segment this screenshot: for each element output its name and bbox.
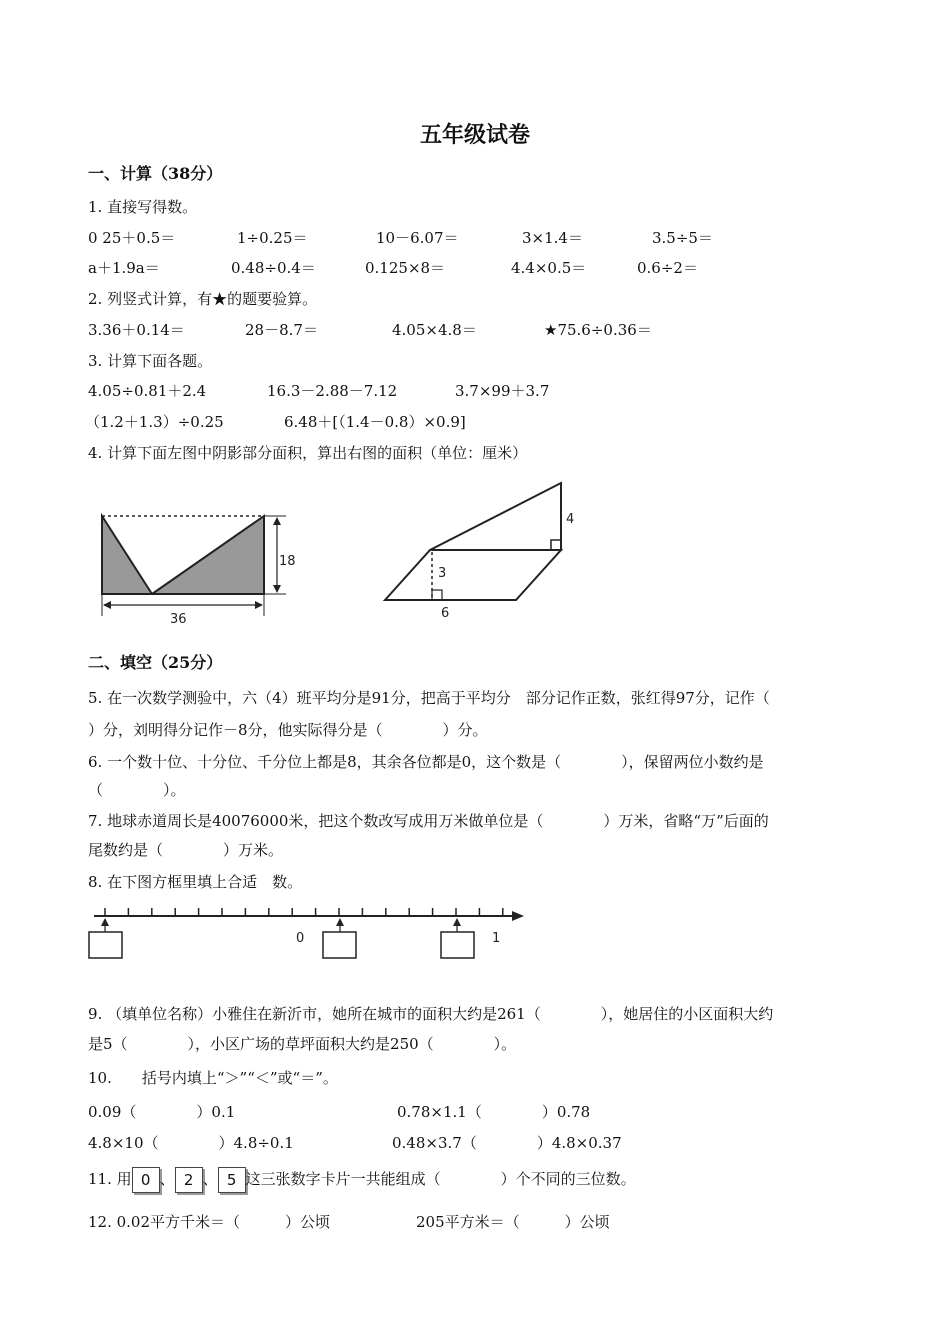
- triangle-part: [430, 483, 561, 550]
- triangle-height-label: 4: [566, 512, 575, 527]
- q5-line1: 5. 在一次数学测验中，六（4）班平均分是91分，把高于平均分 部分记作正数，张红得97分，记作（: [88, 689, 770, 707]
- q1-item: 0.125×8＝: [365, 259, 446, 277]
- section1-heading: 一、计算（38分）: [88, 164, 223, 183]
- q6-line2: （ ）。: [88, 781, 186, 799]
- q1-item: 4.4×0.5＝: [511, 259, 587, 277]
- q10-item: 0.78×1.1（ ）0.78: [397, 1103, 591, 1121]
- q2-prompt: 2. 列竖式计算，有★的题要验算。: [88, 290, 318, 308]
- q10-item: 0.09（ ）0.1: [88, 1103, 236, 1121]
- shaded-region-left: [102, 516, 152, 594]
- q1-prompt: 1. 直接写得数。: [88, 198, 198, 216]
- q8-prompt: 8. 在下图方框里填上合适 数。: [88, 873, 303, 891]
- digit-card: 0: [132, 1167, 160, 1193]
- q3-item: （1.2＋1.3）÷0.25: [85, 413, 224, 431]
- q1-item: a＋1.9a＝: [88, 259, 160, 277]
- q7-line1: 7. 地球赤道周长是40076000米，把这个数改写成用万米做单位是（ ）万米，省略“万”后面的: [88, 812, 769, 830]
- q10-item: 0.48×3.7（ ）4.8×0.37: [392, 1134, 622, 1152]
- section2-heading: 二、填空（25分）: [88, 653, 223, 672]
- q11-line: [88, 1163, 636, 1195]
- q6-line1: 6. 一个数十位、十分位、千分位上都是8，其余各位都是0，这个数是（ ），保留两位小数约是: [88, 753, 764, 771]
- q1-item: 0.48÷0.4＝: [231, 259, 316, 277]
- q4-prompt: 4. 计算下面左图中阴影部分面积，算出右图的面积（单位：厘米）: [88, 444, 528, 462]
- box-pointer: [441, 918, 474, 958]
- q2-item: 28－8.7＝: [245, 321, 318, 339]
- box-pointer: [89, 918, 122, 958]
- q10-item: 4.8×10（ ）4.8÷0.1: [88, 1134, 294, 1152]
- q3-item: 16.3－2.88－7.12: [267, 382, 398, 400]
- q3-item: 3.7×99＋3.7: [455, 382, 550, 400]
- answer-box[interactable]: [89, 932, 122, 958]
- tick-marks: [105, 908, 503, 916]
- q11-prefix: 11. 用: [88, 1170, 132, 1188]
- q2-item: ★75.6÷0.36＝: [544, 321, 652, 339]
- shaded-triangle-figure: [90, 500, 310, 630]
- parallelogram-part: [385, 550, 561, 600]
- number-line: [86, 900, 536, 966]
- label-zero: 0: [296, 931, 305, 946]
- q9-line1: 9. （填单位名称）小雅住在新沂市，她所在城市的面积大约是261（ ），她居住的小区面积大约: [88, 1005, 774, 1023]
- q10-prompt: 10. 括号内填上“＞”“＜”或“＝”。: [88, 1069, 338, 1087]
- digit-card: 5: [218, 1167, 246, 1193]
- answer-box[interactable]: [441, 932, 474, 958]
- arrow-icon: [512, 911, 524, 921]
- q3-item: 4.05÷0.81＋2.4: [88, 382, 207, 400]
- height-label: 18: [279, 554, 296, 569]
- q3-prompt: 3. 计算下面各题。: [88, 352, 213, 370]
- q5-line2: ）分，刘明得分记作－8分，他实际得分是（ ）分。: [88, 721, 488, 739]
- label-one: 1: [492, 931, 501, 946]
- answer-box[interactable]: [323, 932, 356, 958]
- q7-line2: 尾数约是（ ）万米。: [88, 841, 284, 859]
- q11-suffix: 这三张数字卡片一共能组成（ ）个不同的三位数。: [245, 1170, 636, 1188]
- card-separator: 、: [159, 1170, 175, 1188]
- q12-part2: 205平方米＝（ ）公顷: [416, 1213, 610, 1231]
- q1-item: 1÷0.25＝: [237, 229, 308, 247]
- base-label: 36: [170, 612, 187, 627]
- q1-item: 0 25＋0.5＝: [88, 229, 176, 247]
- q2-item: 3.36＋0.14＝: [88, 321, 185, 339]
- q1-item: 3.5÷5＝: [652, 229, 713, 247]
- parallelogram-base-label: 6: [441, 606, 450, 621]
- q9-line2: 是5（ ），小区广场的草坪面积大约是250（ ）。: [88, 1035, 517, 1053]
- q1-item: 0.6÷2＝: [637, 259, 698, 277]
- q3-item: 6.48＋[（1.4－0.8）×0.9]: [284, 413, 466, 431]
- q12-part1: 12. 0.02平方千米＝（ ）公顷: [88, 1213, 331, 1231]
- q1-item: 10－6.07＝: [376, 229, 459, 247]
- card-separator: 、: [202, 1170, 218, 1188]
- shaded-region-right: [152, 516, 264, 594]
- page-title: 五年级试卷: [419, 122, 530, 148]
- digit-card: 2: [175, 1167, 203, 1193]
- box-pointer: [323, 918, 356, 958]
- q1-item: 3×1.4＝: [522, 229, 583, 247]
- q2-item: 4.05×4.8＝: [392, 321, 477, 339]
- parallelogram-height-label: 3: [438, 566, 447, 581]
- composite-figure: [380, 478, 600, 628]
